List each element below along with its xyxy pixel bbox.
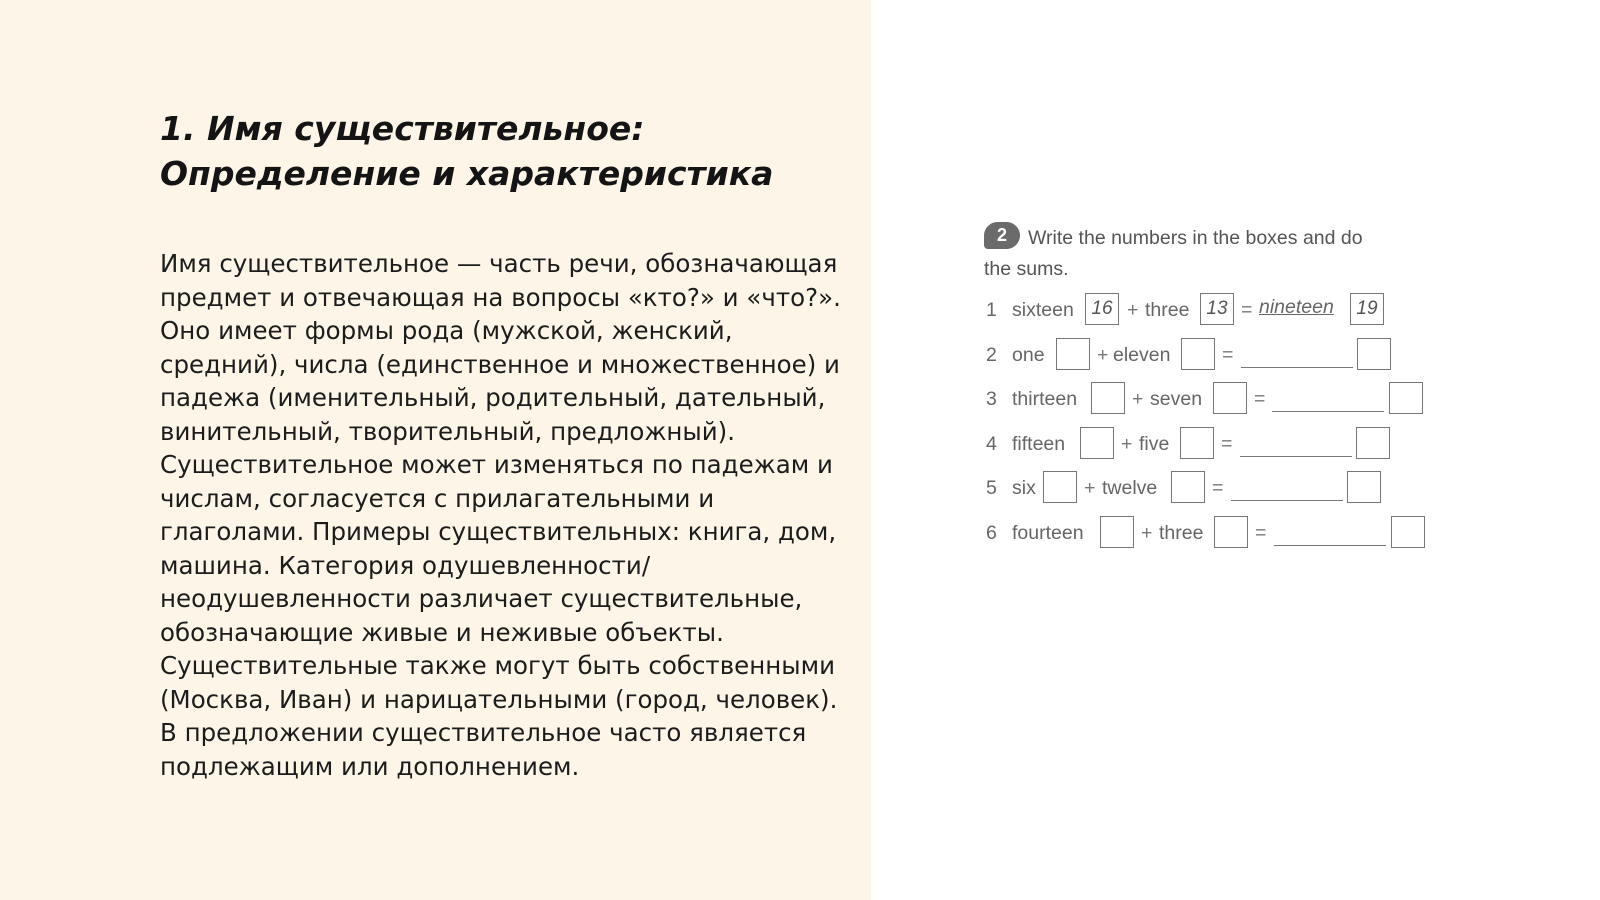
- answer-word: nineteen: [1259, 296, 1334, 318]
- second-number-box: [1213, 382, 1247, 414]
- exercise-row: [984, 467, 1444, 512]
- exercise-rows: [984, 289, 1444, 556]
- slide-title-line-2: Определение и характеристика: [160, 154, 774, 193]
- second-number-box: 13: [1200, 293, 1234, 325]
- second-word: three: [1145, 299, 1190, 321]
- answer-number-box: [1347, 471, 1381, 503]
- exercise-instruction-line-1: Write the numbers in the boxes and do: [1028, 227, 1363, 249]
- plus-sign: +: [1121, 432, 1133, 455]
- first-number-box: [1100, 516, 1134, 548]
- first-word: fifteen: [1012, 432, 1066, 455]
- second-word: seven: [1150, 388, 1203, 410]
- row-number: 6: [986, 521, 997, 544]
- first-word: thirteen: [1012, 388, 1078, 410]
- first-number-box: [1043, 471, 1077, 503]
- row-number: 4: [986, 432, 997, 455]
- plus-sign: +: [1084, 477, 1096, 499]
- answer-line: [1241, 367, 1353, 368]
- first-number-box: 16: [1085, 293, 1119, 325]
- answer-number-box: [1389, 382, 1423, 414]
- first-word: fourteen: [1012, 521, 1084, 544]
- answer-number-box: [1357, 338, 1391, 370]
- plus-sign: +: [1097, 343, 1109, 366]
- first-word: one: [1012, 343, 1045, 366]
- plus-sign: +: [1127, 299, 1139, 321]
- second-word: twelve: [1102, 477, 1158, 499]
- equals-sign: =: [1254, 388, 1266, 410]
- exercise-image: [984, 222, 1444, 556]
- plus-sign: +: [1141, 521, 1153, 544]
- first-number-box: [1056, 338, 1090, 370]
- exercise-row: [984, 512, 1444, 557]
- answer-line: [1272, 411, 1384, 412]
- exercise-number-badge: 2: [984, 222, 1020, 249]
- equals-sign: =: [1241, 299, 1253, 321]
- slide-title: [160, 106, 840, 196]
- second-number-box: [1181, 338, 1215, 370]
- answer-line: [1240, 456, 1352, 457]
- row-number: 5: [986, 477, 997, 499]
- first-number-box: [1091, 382, 1125, 414]
- exercise-instruction-line-2: the sums.: [984, 258, 1069, 280]
- exercise-row: [984, 378, 1444, 423]
- first-number-box: [1080, 427, 1114, 459]
- first-word: sixteen: [1012, 299, 1074, 321]
- first-word: six: [1012, 477, 1036, 499]
- equals-sign: =: [1212, 477, 1224, 499]
- plus-sign: +: [1132, 388, 1144, 410]
- row-number: 1: [986, 299, 997, 321]
- slide-title-line-1: 1. Имя существительное:: [160, 109, 645, 148]
- row-number: 2: [986, 343, 997, 366]
- second-word: five: [1139, 432, 1170, 455]
- second-number-box: [1180, 427, 1214, 459]
- equals-sign: =: [1255, 521, 1267, 544]
- answer-line: [1274, 545, 1386, 546]
- exercise-row: [984, 334, 1444, 379]
- exercise-row: [984, 289, 1444, 334]
- answer-number-box: [1391, 516, 1425, 548]
- second-number-box: [1214, 516, 1248, 548]
- equals-sign: =: [1222, 343, 1234, 366]
- exercise-row: [984, 423, 1444, 468]
- answer-line: [1231, 500, 1343, 501]
- second-number-box: [1171, 471, 1205, 503]
- answer-number-box: [1356, 427, 1390, 459]
- row-number: 3: [986, 388, 997, 410]
- second-word: eleven: [1113, 343, 1171, 366]
- equals-sign: =: [1221, 432, 1233, 455]
- exercise-header: [984, 222, 1444, 285]
- body-paragraph: Имя существительное — часть речи, обозначающая предмет и отвечающая на вопросы «кто?» и «что?». Оно имеет формы рода (мужской, женский, средний), числа (единственное и множественное) и падежа (именительный, родительный, дательный, винительный, творительный, предложный). Существительное может изменяться по падежам и числам, согласуется с прилагательными и глаголами. Примеры существительных: книга, дом, машина. Категория одушевленности/неодушевленности различает существительные, обозначающие живые и неживые объекты. Существительные также могут быть собственными (Москва, Иван) и нарицательными (город, человек). В предложении существительное часто является подлежащим или дополнением.: [160, 249, 841, 781]
- second-word: three: [1159, 521, 1204, 544]
- answer-number-box: 19: [1350, 293, 1384, 325]
